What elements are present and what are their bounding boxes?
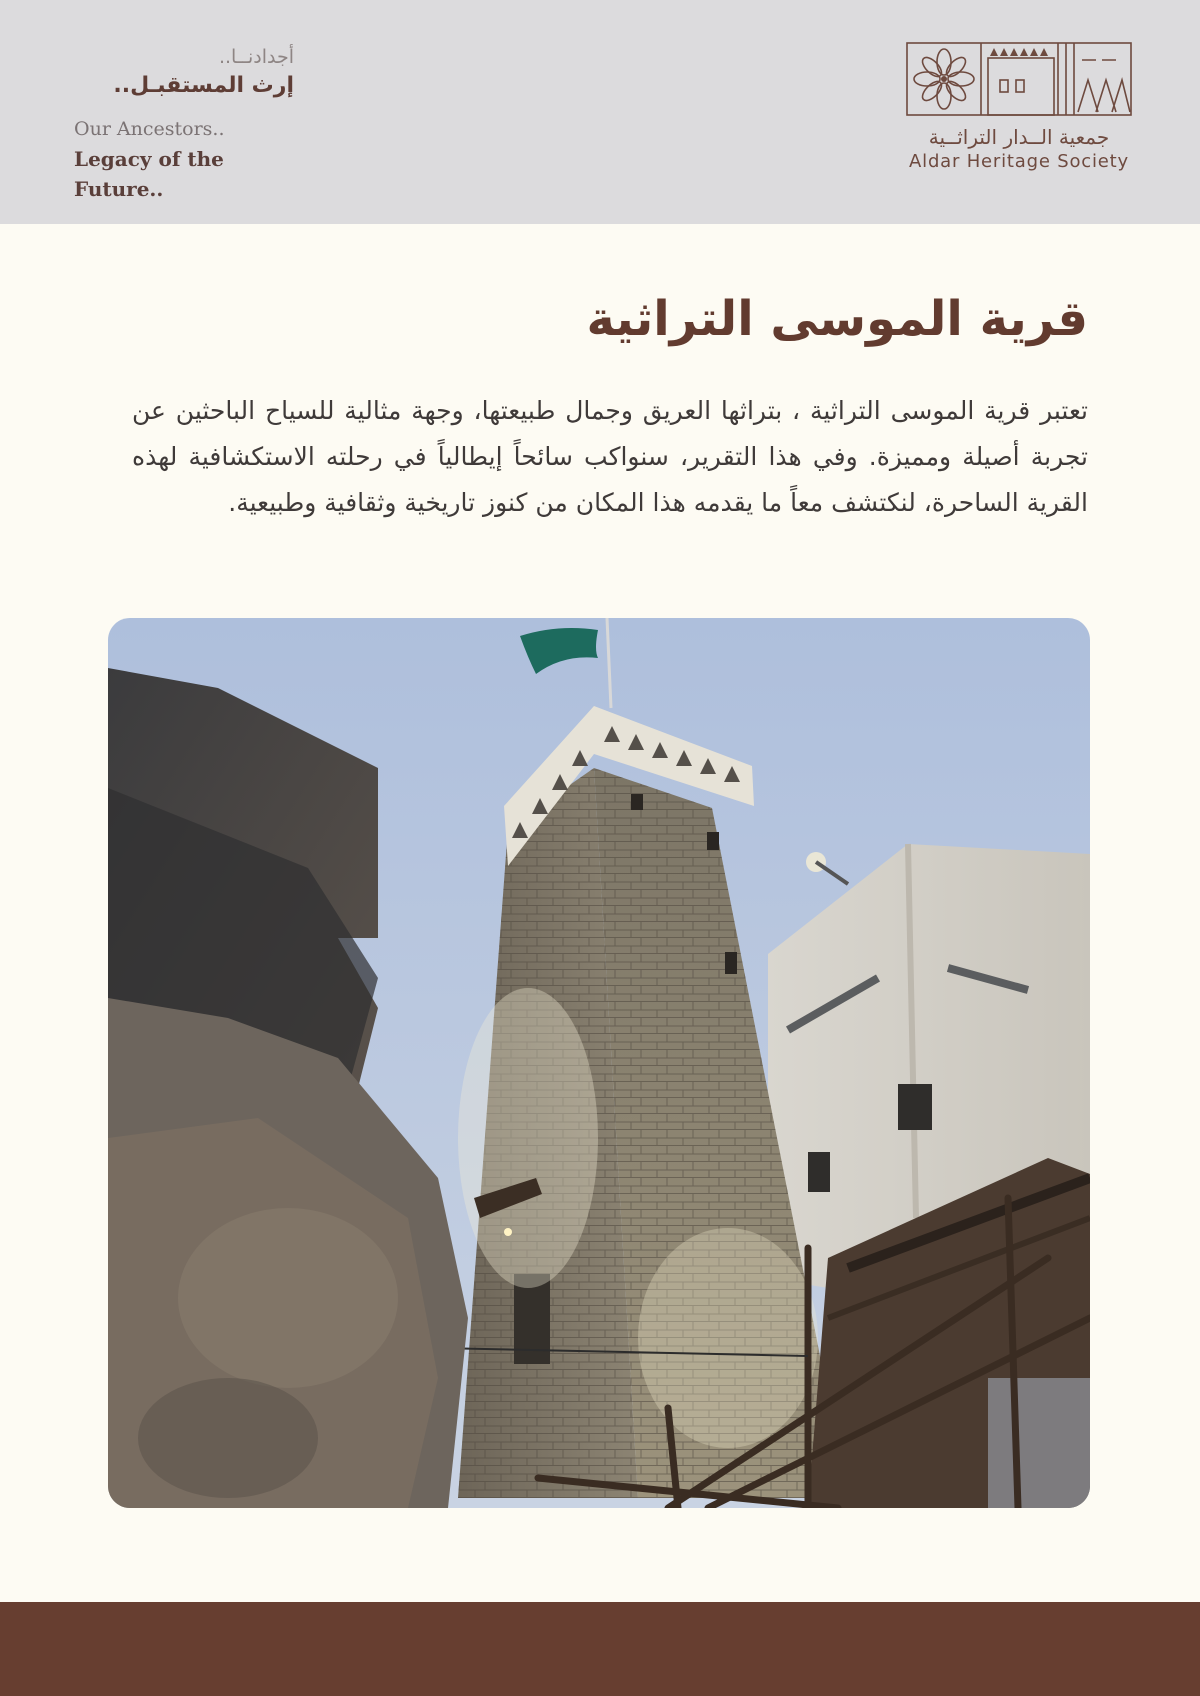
page-title: قرية الموسى التراثية [586, 291, 1088, 347]
page-footer-bar [0, 1602, 1200, 1696]
society-logo [906, 40, 1134, 174]
heritage-emblem-icon [906, 40, 1132, 118]
intro-paragraph: تعتبر قرية الموسى التراثية ، بتراثها العريق وجمال طبيعتها، وجهة مثالية للسياح الباحثين عن تجربة أصيلة ومميزة. وفي هذا التقرير، سنواكب سائحاً إيطالياً في رحلته الاستكشافية لهذه القرية الساحرة، لنكتشف معاً ما يقدمه هذا المكان من كنوز تاريخية وثقافية وطبيعية. [132, 396, 1088, 517]
stone-tower-image [108, 618, 1090, 1508]
page-header [0, 0, 1200, 224]
slogan [74, 44, 294, 204]
slogan-en-line1: Our Ancestors.. [74, 118, 225, 140]
village-tower-photo [108, 618, 1090, 1508]
slogan-ar-line2: إرث المستقبـل.. [113, 73, 294, 98]
slogan-en-line2: Legacy of the Future.. [74, 147, 224, 201]
society-name-ar: جمعية الــدار التراثــية [928, 125, 1110, 149]
society-name-en: Aldar Heritage Society [909, 151, 1129, 172]
slogan-ar-line1: أجدادنــا.. [218, 46, 294, 68]
